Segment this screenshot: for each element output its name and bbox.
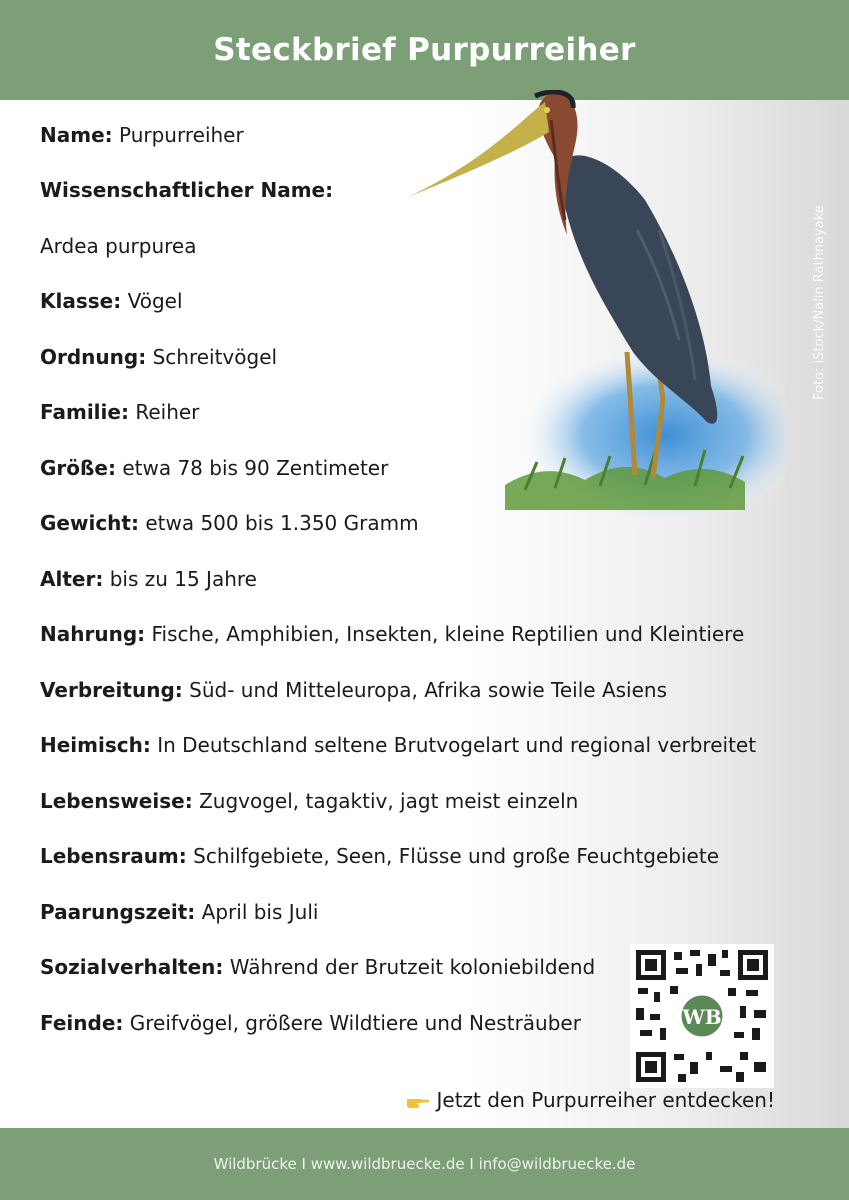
fact-row-age	[40, 562, 257, 596]
fact-row-social-behavior	[40, 950, 595, 984]
fact-row-native	[40, 728, 756, 762]
fact-value: Zugvogel, tagaktiv, jagt meist einzeln	[199, 789, 579, 813]
fact-row-size	[40, 451, 388, 485]
fact-label: Heimisch:	[40, 733, 151, 757]
fact-value: Süd- und Mitteleuropa, Afrika sowie Teile Asiens	[189, 678, 668, 702]
heron-illustration	[405, 90, 785, 530]
fact-row-food	[40, 617, 744, 651]
fact-row-mating-season	[40, 895, 318, 929]
photo-credit: Foto: iStock/Nalin Rathnayake	[812, 205, 827, 400]
fact-row-family	[40, 395, 199, 429]
fact-value: Während der Brutzeit koloniebildend	[229, 955, 596, 979]
fact-value: etwa 78 bis 90 Zentimeter	[122, 456, 389, 480]
qr-code-icon[interactable]	[630, 944, 774, 1088]
fact-label: Gewicht:	[40, 511, 139, 535]
fact-value: Reiher	[135, 400, 200, 424]
header-bar	[0, 0, 849, 100]
fact-value: Ardea purpurea	[40, 234, 197, 258]
pointing-hand-icon	[406, 1094, 430, 1110]
fact-label: Sozialverhalten:	[40, 955, 224, 979]
fact-row-distribution	[40, 673, 667, 707]
qr-logo-text: WB	[682, 1005, 722, 1029]
fact-label: Familie:	[40, 400, 129, 424]
fact-row-name	[40, 118, 244, 152]
fact-label: Alter:	[40, 567, 104, 591]
fact-value: Schreitvögel	[152, 345, 278, 369]
fact-row-habitat	[40, 839, 719, 873]
fact-value: Greifvögel, größere Wildtiere und Nesträuber	[129, 1011, 581, 1035]
page-title: Steckbrief Purpurreiher	[213, 32, 636, 68]
fact-label: Nahrung:	[40, 622, 146, 646]
fact-row-enemies	[40, 1006, 581, 1040]
cta-text: Jetzt den Purpurreiher entdecken!	[436, 1088, 775, 1112]
fact-row-weight	[40, 506, 419, 540]
footer-text: Wildbrücke I www.wildbruecke.de I info@wildbruecke.de	[213, 1155, 636, 1173]
fact-value: Schilfgebiete, Seen, Flüsse und große Feuchtgebiete	[193, 844, 719, 868]
fact-label: Wissenschaftlicher Name:	[40, 178, 334, 202]
fact-label: Klasse:	[40, 289, 122, 313]
fact-row-lifestyle	[40, 784, 578, 818]
fact-row-order	[40, 340, 277, 374]
fact-value: etwa 500 bis 1.350 Gramm	[145, 511, 419, 535]
fact-label: Paarungszeit:	[40, 900, 196, 924]
fact-value: April bis Juli	[201, 900, 319, 924]
fact-label: Feinde:	[40, 1011, 124, 1035]
fact-value: Fische, Amphibien, Insekten, kleine Reptilien und Kleintiere	[151, 622, 745, 646]
call-to-action[interactable]	[406, 1088, 775, 1112]
fact-label: Name:	[40, 123, 113, 147]
fact-label: Lebensraum:	[40, 844, 187, 868]
fact-value: bis zu 15 Jahre	[109, 567, 257, 591]
fact-row-scientific-value	[40, 229, 196, 263]
fact-value: Purpurreiher	[119, 123, 244, 147]
fact-label: Größe:	[40, 456, 116, 480]
fact-label: Ordnung:	[40, 345, 147, 369]
fact-row-scientific-name	[40, 173, 333, 207]
fact-row-class	[40, 284, 183, 318]
fact-value: In Deutschland seltene Brutvogelart und regional verbreitet	[157, 733, 757, 757]
fact-label: Lebensweise:	[40, 789, 193, 813]
fact-label: Verbreitung:	[40, 678, 183, 702]
fact-value: Vögel	[127, 289, 183, 313]
footer-bar	[0, 1128, 849, 1200]
